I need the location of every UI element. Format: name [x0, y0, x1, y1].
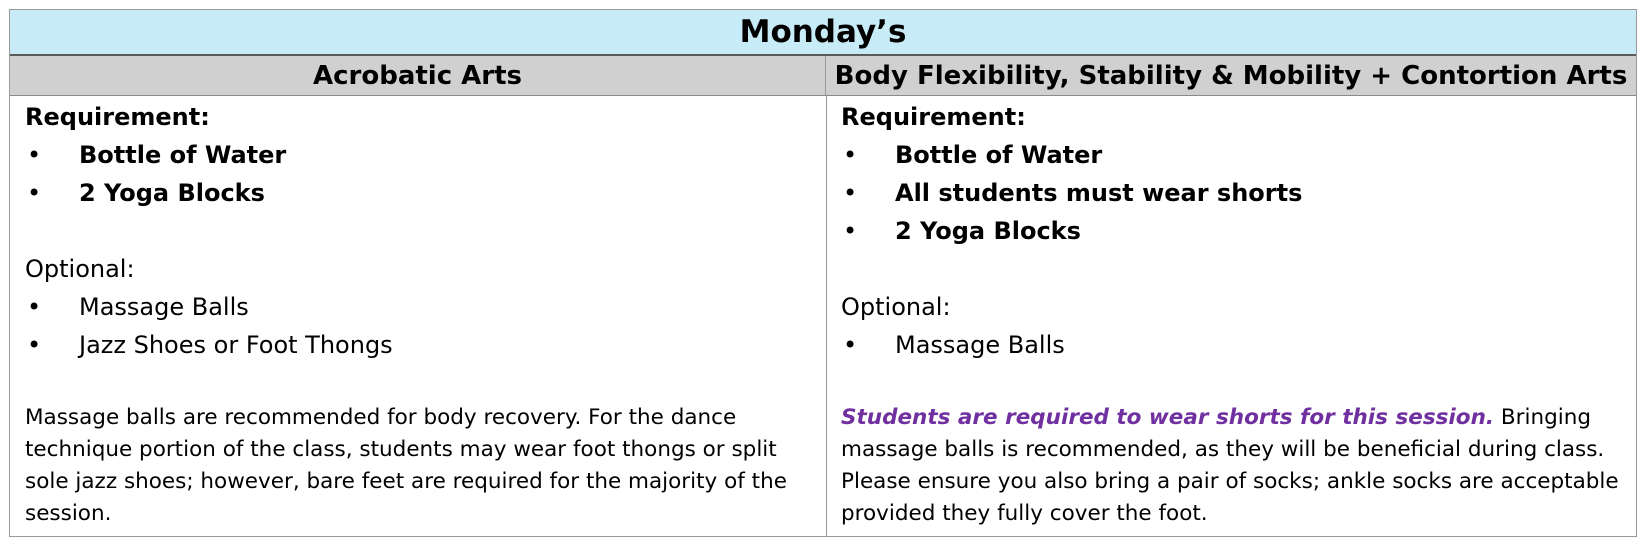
- list-item-text: Massage Balls: [79, 293, 249, 321]
- optional-label: Optional:: [25, 255, 135, 283]
- list-item-text: All students must wear shorts: [895, 179, 1303, 207]
- schedule-table: [9, 9, 1637, 537]
- list-item-text: Massage Balls: [895, 331, 1065, 359]
- table-title: [10, 10, 1636, 56]
- note-text: Bringing massage balls is recommended, as they will be beneficial during class. Please ensure you also bring a pair of socks; ankle socks are acceptable provided they fully cover the foot.: [841, 405, 1619, 526]
- class-note: Massage balls are recommended for body recovery. For the dance technique portion of the class, students may wear foot thongs or split sole jazz shoes; however, bare feet are required for the majority of the session.: [25, 405, 787, 526]
- list-item-text: Jazz Shoes or Foot Thongs: [79, 331, 393, 359]
- list-item: [841, 326, 1626, 364]
- list-item-text: Bottle of Water: [79, 141, 287, 169]
- requirement-label: Requirement:: [25, 103, 210, 131]
- bullet-icon: •: [27, 141, 42, 169]
- list-item: [841, 136, 1626, 174]
- list-item-text: 2 Yoga Blocks: [79, 179, 265, 207]
- column-header-acrobatic-arts: [10, 56, 826, 96]
- column-acrobatic-arts: [25, 98, 815, 530]
- bullet-icon: •: [27, 331, 42, 359]
- bullet-icon: •: [843, 179, 858, 207]
- list-item: [841, 174, 1626, 212]
- optional-list: [841, 326, 1626, 364]
- column-divider: [826, 96, 827, 536]
- optional-label: Optional:: [841, 293, 951, 321]
- note-emphasis: Students are required to wear shorts for this session.: [841, 405, 1495, 430]
- list-item: [25, 288, 815, 326]
- requirement-list: [841, 136, 1626, 250]
- list-item: [841, 212, 1626, 250]
- list-item: [25, 326, 815, 364]
- bullet-icon: •: [843, 141, 858, 169]
- list-item: [25, 136, 815, 174]
- bullet-icon: •: [843, 217, 858, 245]
- list-item-text: Bottle of Water: [895, 141, 1103, 169]
- column-header-text: Body Flexibility, Stability & Mobility + Contortion Arts: [834, 60, 1628, 91]
- list-item-text: 2 Yoga Blocks: [895, 217, 1081, 245]
- column-header-text: Acrobatic Arts: [312, 60, 523, 91]
- requirement-list: [25, 136, 815, 212]
- bullet-icon: •: [27, 293, 42, 321]
- bullet-icon: •: [27, 179, 42, 207]
- optional-list: [25, 288, 815, 364]
- table-title-text: Monday’s: [739, 14, 907, 50]
- column-flexibility-contortion: [841, 98, 1626, 530]
- list-item: [25, 174, 815, 212]
- requirement-label: Requirement:: [841, 103, 1026, 131]
- column-header-flexibility-contortion: [826, 56, 1636, 96]
- class-note: [841, 402, 1626, 530]
- bullet-icon: •: [843, 331, 858, 359]
